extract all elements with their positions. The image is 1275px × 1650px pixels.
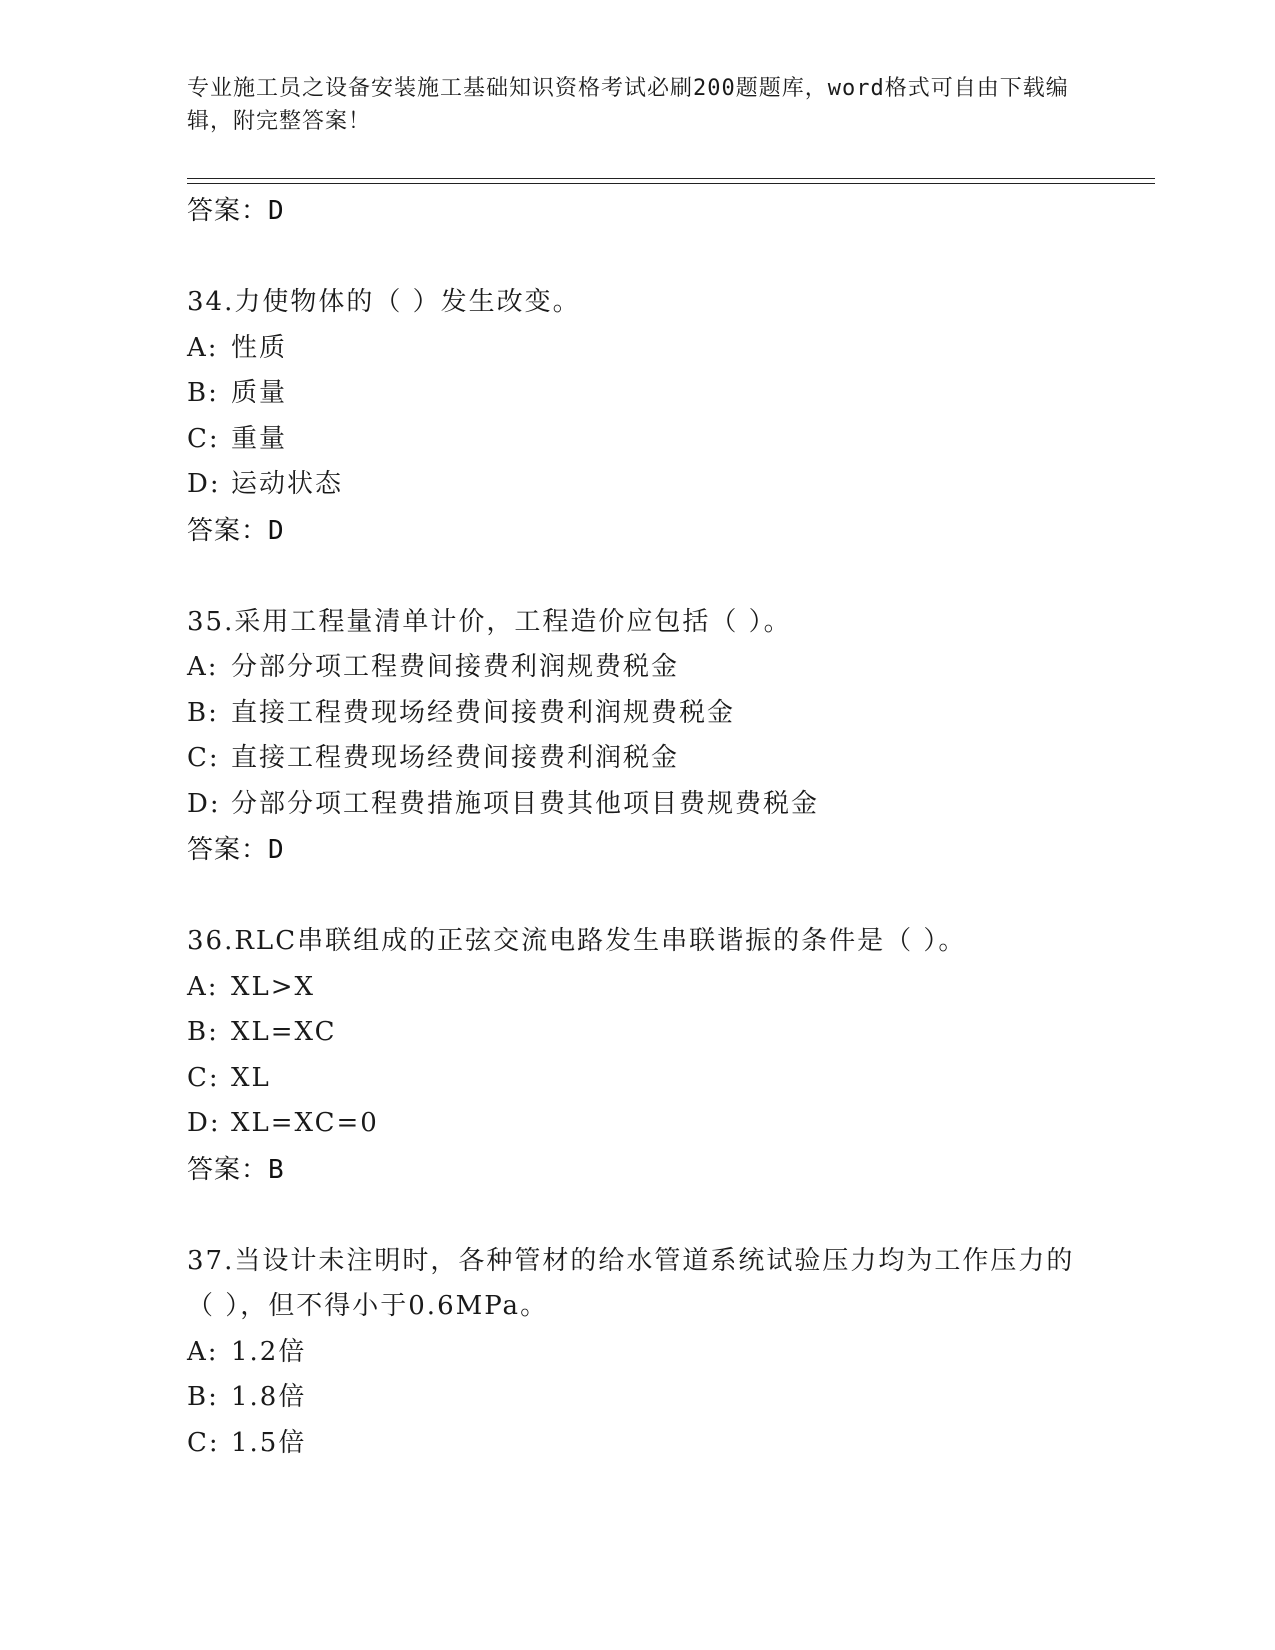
option-text: 1.8倍 [231, 1382, 307, 1412]
option-a [187, 645, 1155, 691]
option-key: B: [187, 1382, 219, 1412]
question-text: 36.RLC串联组成的正弦交流电路发生串联谐振的条件是（ ）。 [187, 926, 967, 956]
document-body [187, 188, 1155, 1466]
header-divider-bottom [187, 183, 1155, 184]
question-item [187, 600, 1155, 874]
option-key: A: [187, 971, 219, 1002]
answer-label: 答案： [187, 1154, 269, 1185]
option-d [187, 782, 1155, 828]
option-text: 直接工程费现场经费间接费利润规费税金 [231, 697, 736, 728]
option-a [187, 965, 1155, 1011]
question-text: 37.当设计未注明时，各种管材的给水管道系统试验压力均为工作压力的（ ），但不得小于0.6MPa。 [187, 1245, 1075, 1321]
question-text: 35.采用工程量清单计价，工程造价应包括（ ）。 [187, 606, 792, 637]
option-d [187, 1101, 1155, 1147]
answer-label: 答案： [187, 515, 269, 546]
option-c [187, 1421, 1155, 1467]
option-text: 直接工程费现场经费间接费利润税金 [231, 743, 680, 773]
option-c [187, 736, 1155, 782]
option-c [187, 1056, 1155, 1102]
option-key: C: [187, 1062, 220, 1093]
option-key: C: [187, 423, 220, 454]
option-text: 1.5倍 [231, 1427, 307, 1458]
option-text: 分部分项工程费间接费利润规费税金 [231, 652, 680, 682]
option-key: A: [187, 652, 219, 682]
option-text: 质量 [231, 378, 288, 408]
option-key: B: [187, 697, 219, 728]
option-text: 性质 [231, 332, 288, 363]
option-key: B: [187, 378, 219, 408]
option-d [187, 462, 1155, 508]
answer-value: D [268, 835, 285, 865]
option-text: XL>X [231, 971, 316, 1002]
option-text: XL [231, 1062, 271, 1093]
answer-line [187, 1147, 1155, 1193]
option-key: D: [187, 469, 221, 499]
option-key: C: [187, 743, 220, 773]
answer-label: 答案： [187, 196, 269, 226]
option-text: XL=XC [231, 1017, 337, 1047]
option-b [187, 371, 1155, 417]
option-key: C: [187, 1427, 220, 1458]
question-item [187, 280, 1155, 554]
answer-value: D [268, 196, 285, 226]
header-divider-top [187, 178, 1155, 179]
answer-line [187, 827, 1155, 873]
question-item [187, 919, 1155, 1193]
option-key: D: [187, 788, 221, 819]
answer-value: D [268, 515, 285, 546]
question-item [187, 1239, 1155, 1467]
option-text: XL=XC=0 [231, 1108, 379, 1138]
answer-label: 答案： [187, 835, 269, 865]
option-text: 重量 [231, 423, 288, 454]
option-key: A: [187, 1336, 219, 1367]
option-text: 运动状态 [231, 469, 344, 499]
option-b [187, 691, 1155, 737]
option-key: A: [187, 332, 219, 363]
option-text: 分部分项工程费措施项目费其他项目费规费税金 [231, 788, 820, 819]
answer-line [187, 188, 1155, 234]
answer-value: B [268, 1154, 285, 1185]
question-text: 34.力使物体的（ ）发生改变。 [187, 287, 581, 317]
answer-line [187, 508, 1155, 554]
option-a [187, 326, 1155, 372]
option-text: 1.2倍 [231, 1336, 307, 1367]
option-b [187, 1010, 1155, 1056]
option-c [187, 417, 1155, 463]
document-header: 专业施工员之设备安装施工基础知识资格考试必刷200题题库，word格式可自由下载编辑，附完整答案！ [187, 76, 1069, 134]
option-key: D: [187, 1108, 221, 1138]
option-b [187, 1375, 1155, 1421]
option-key: B: [187, 1017, 219, 1047]
option-a [187, 1330, 1155, 1376]
